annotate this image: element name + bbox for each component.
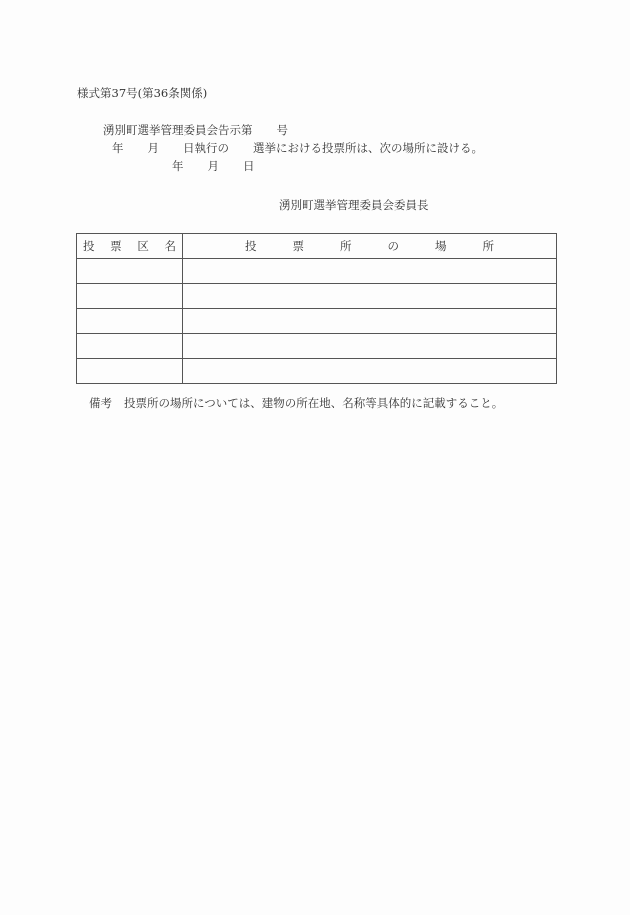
district-name-cell <box>77 259 183 284</box>
notice-date-day: 日 <box>243 159 255 173</box>
remarks <box>89 396 503 410</box>
table-row <box>77 334 557 359</box>
notice-body-month: 月 <box>147 141 159 155</box>
notice-date-year: 年 <box>172 159 184 173</box>
notice-body <box>112 141 483 155</box>
district-name-cell <box>77 309 183 334</box>
notice-body-day-exec: 日執行の <box>183 141 229 155</box>
table-header-row <box>77 234 557 259</box>
polling-location-cell <box>183 259 557 284</box>
notice-date <box>172 159 255 173</box>
header-char: の <box>387 239 399 253</box>
form-number: 様式第37号(第36条関係) <box>77 86 208 100</box>
header-char: 票 <box>292 239 304 253</box>
header-char: 区 <box>137 239 149 253</box>
district-name-cell <box>77 284 183 309</box>
polling-location-cell <box>183 284 557 309</box>
notice-title <box>103 123 288 137</box>
header-char: 場 <box>435 239 447 253</box>
chairman-title: 湧別町選挙管理委員会委員長 <box>279 198 429 212</box>
header-char: 票 <box>110 239 122 253</box>
remarks-text: 投票所の場所については、建物の所在地、名称等具体的に記載すること。 <box>124 396 504 410</box>
table-row <box>77 359 557 384</box>
header-char: 所 <box>340 239 352 253</box>
notice-title-prefix: 湧別町選挙管理委員会告示第 <box>103 123 253 137</box>
header-char: 投 <box>245 239 257 253</box>
notice-body-year: 年 <box>112 141 124 155</box>
table-row <box>77 259 557 284</box>
remarks-label: 備考 <box>89 396 112 410</box>
polling-location-cell <box>183 334 557 359</box>
table-row <box>77 309 557 334</box>
header-district-name <box>77 234 183 259</box>
notice-date-month: 月 <box>207 159 219 173</box>
header-char: 所 <box>482 239 494 253</box>
polling-location-cell <box>183 359 557 384</box>
polling-place-table <box>76 233 557 384</box>
district-name-cell <box>77 334 183 359</box>
table-row <box>77 284 557 309</box>
notice-body-text: 選挙における投票所は、次の場所に設ける。 <box>253 141 483 155</box>
polling-location-cell <box>183 309 557 334</box>
header-char: 投 <box>83 239 95 253</box>
header-char: 名 <box>164 239 176 253</box>
notice-title-suffix: 号 <box>276 123 288 137</box>
district-name-cell <box>77 359 183 384</box>
header-polling-location <box>183 234 557 259</box>
